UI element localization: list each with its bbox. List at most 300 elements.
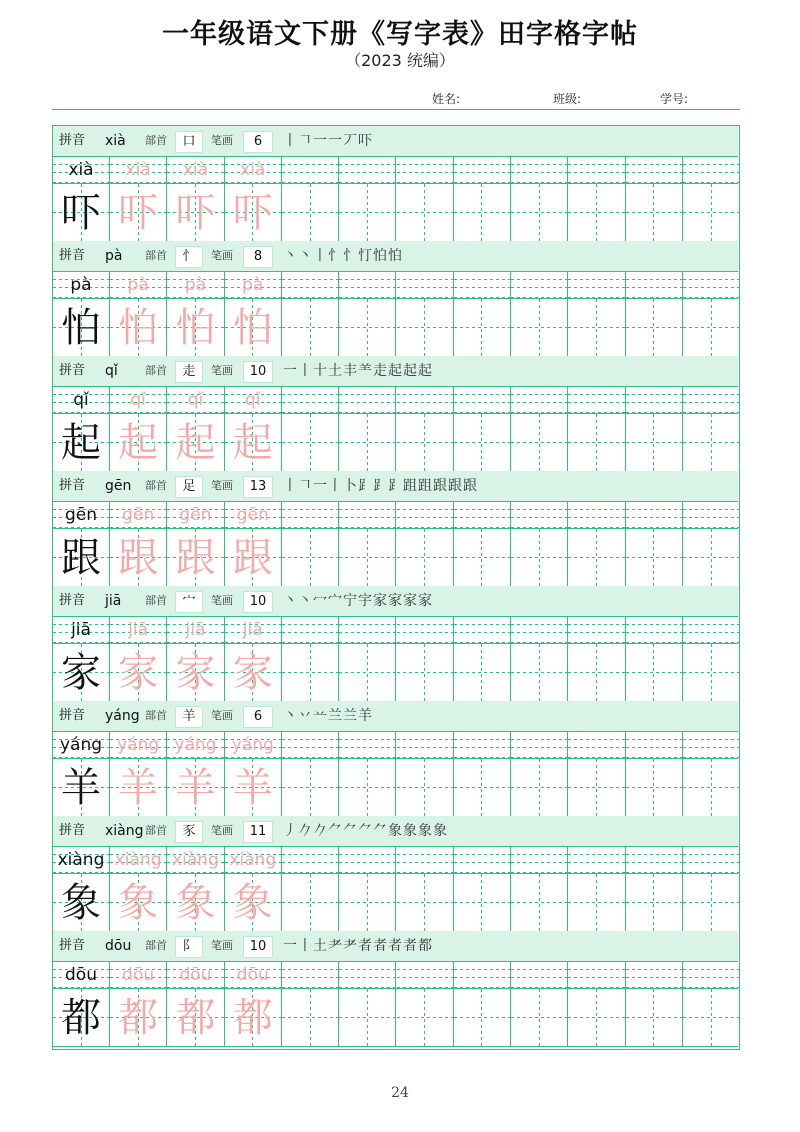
pinyin-writing-cell[interactable] bbox=[167, 271, 224, 298]
tianzige-cell[interactable] bbox=[626, 989, 683, 1046]
pinyin-writing-cell[interactable] bbox=[511, 616, 568, 643]
stroke-order-step: 跟 bbox=[463, 478, 478, 494]
pinyin-writing-cell[interactable] bbox=[167, 386, 224, 413]
tianzige-cell[interactable] bbox=[282, 299, 339, 356]
pinyin-trace: jiā bbox=[128, 619, 149, 640]
tianzige-cell[interactable] bbox=[683, 644, 740, 701]
stroke-order-step: 丨 bbox=[283, 478, 298, 494]
tianzige-cell[interactable] bbox=[225, 644, 282, 701]
tianzige-cell[interactable] bbox=[110, 874, 167, 931]
tianzige-cell[interactable] bbox=[454, 299, 511, 356]
stroke-order-step: 跙 bbox=[418, 478, 433, 494]
character-header bbox=[53, 126, 738, 157]
stroke-order-step: ⻊ bbox=[373, 478, 388, 494]
pinyin-writing-cell[interactable] bbox=[683, 846, 740, 873]
tianzige-cell[interactable] bbox=[568, 414, 625, 471]
stroke-order-step: 走 bbox=[373, 363, 388, 379]
tianzige-cell[interactable] bbox=[167, 989, 224, 1046]
tianzige-cell[interactable] bbox=[225, 184, 282, 241]
tianzige-cell[interactable] bbox=[568, 644, 625, 701]
character-cell-example bbox=[53, 989, 110, 1046]
tianzige-cell[interactable] bbox=[282, 874, 339, 931]
pinyin-label: 拼音 bbox=[59, 133, 86, 148]
stroke-order bbox=[283, 816, 448, 846]
pinyin-trace: pà bbox=[184, 274, 207, 295]
pinyin-writing-cell[interactable] bbox=[225, 731, 282, 758]
stroke-order-step: 丨 bbox=[313, 248, 328, 264]
tianzige-cell[interactable] bbox=[167, 184, 224, 241]
pinyin-writing-cell[interactable] bbox=[110, 961, 167, 988]
pinyin-writing-cell[interactable] bbox=[397, 616, 454, 643]
pinyin-label: 拼音 bbox=[59, 823, 86, 838]
pinyin-writing-cell[interactable] bbox=[167, 846, 224, 873]
pinyin-writing-cell[interactable] bbox=[110, 271, 167, 298]
stroke-order-step: 吓 bbox=[358, 133, 373, 149]
tianzige-cell[interactable] bbox=[282, 989, 339, 1046]
pinyin-row bbox=[53, 271, 738, 298]
tianzige-cell[interactable] bbox=[511, 644, 568, 701]
pinyin-writing-cell[interactable] bbox=[683, 501, 740, 528]
stroke-count-label: 笔画 bbox=[211, 709, 233, 722]
tianzige-cell[interactable] bbox=[397, 184, 454, 241]
tianzige-cell[interactable] bbox=[110, 989, 167, 1046]
tianzige-cell[interactable] bbox=[626, 529, 683, 586]
stroke-count-label: 笔画 bbox=[211, 134, 233, 147]
tianzige-cell[interactable] bbox=[110, 299, 167, 356]
pinyin-row bbox=[53, 846, 738, 873]
stroke-order-step: 象 bbox=[403, 823, 418, 839]
pinyin-text: yáng bbox=[59, 734, 103, 755]
pinyin-writing-cell[interactable] bbox=[339, 386, 396, 413]
tianzige-cell[interactable] bbox=[511, 299, 568, 356]
tianzige-cell[interactable] bbox=[397, 299, 454, 356]
character-trace: 都 bbox=[232, 994, 273, 1041]
pinyin-writing-cell[interactable] bbox=[167, 501, 224, 528]
pinyin-writing-cell[interactable] bbox=[282, 501, 339, 528]
tianzige-cell[interactable] bbox=[454, 529, 511, 586]
character-row bbox=[53, 528, 738, 587]
character-row bbox=[53, 183, 738, 242]
tianzige-cell[interactable] bbox=[683, 759, 740, 816]
tianzige-cell[interactable] bbox=[225, 414, 282, 471]
character-text: 家 bbox=[61, 649, 101, 696]
tianzige-cell[interactable] bbox=[454, 644, 511, 701]
pinyin-trace: yáng bbox=[231, 734, 274, 755]
character-row bbox=[53, 298, 738, 357]
tianzige-cell[interactable] bbox=[167, 874, 224, 931]
pinyin-writing-cell[interactable] bbox=[110, 616, 167, 643]
pinyin-writing-cell[interactable] bbox=[225, 386, 282, 413]
pinyin-writing-cell[interactable] bbox=[339, 731, 396, 758]
stroke-order-step: 象 bbox=[433, 823, 448, 839]
stroke-order-step: 丶 bbox=[283, 248, 298, 264]
tianzige-cell[interactable] bbox=[568, 184, 625, 241]
pinyin-trace: xià bbox=[240, 159, 266, 180]
pinyin-trace: xià bbox=[125, 159, 151, 180]
stroke-order-step: 丨 bbox=[328, 478, 343, 494]
pinyin-writing-cell[interactable] bbox=[110, 156, 167, 183]
tianzige-cell[interactable] bbox=[282, 414, 339, 471]
character-trace: 起 bbox=[118, 419, 159, 466]
pinyin-text: qǐ bbox=[73, 389, 89, 410]
tianzige-cell[interactable] bbox=[626, 644, 683, 701]
character-block bbox=[53, 931, 738, 1046]
pinyin-writing-cell[interactable] bbox=[225, 961, 282, 988]
pinyin-writing-cell[interactable] bbox=[511, 386, 568, 413]
stroke-order-step: 土 bbox=[328, 363, 343, 379]
pinyin-trace: xiàng bbox=[229, 849, 277, 870]
pinyin-text: gēn bbox=[64, 504, 98, 525]
tianzige-cell[interactable] bbox=[167, 299, 224, 356]
pinyin-writing-cell[interactable] bbox=[626, 271, 683, 298]
pinyin-cell-example bbox=[53, 386, 110, 413]
tianzige-cell[interactable] bbox=[683, 529, 740, 586]
tianzige-cell[interactable] bbox=[282, 759, 339, 816]
character-trace: 羊 bbox=[232, 764, 273, 811]
pinyin-writing-cell[interactable] bbox=[282, 961, 339, 988]
pinyin-trace: yáng bbox=[117, 734, 160, 755]
header-pinyin: xiàng bbox=[105, 823, 144, 839]
stroke-order-step: 家 bbox=[388, 593, 403, 609]
tianzige-cell[interactable] bbox=[568, 989, 625, 1046]
pinyin-trace: qǐ bbox=[187, 389, 204, 410]
character-block bbox=[53, 816, 738, 931]
pinyin-writing-cell[interactable] bbox=[397, 961, 454, 988]
pinyin-writing-cell[interactable] bbox=[397, 386, 454, 413]
pinyin-writing-cell[interactable] bbox=[167, 961, 224, 988]
pinyin-writing-cell[interactable] bbox=[568, 616, 625, 643]
stroke-order-step: 丨 bbox=[283, 133, 298, 149]
tianzige-cell[interactable] bbox=[167, 759, 224, 816]
pinyin-writing-cell[interactable] bbox=[454, 271, 511, 298]
stroke-order bbox=[283, 471, 478, 501]
pinyin-writing-cell[interactable] bbox=[626, 156, 683, 183]
tianzige-cell[interactable] bbox=[626, 759, 683, 816]
pinyin-writing-cell[interactable] bbox=[454, 501, 511, 528]
pinyin-writing-cell[interactable] bbox=[225, 271, 282, 298]
tianzige-cell[interactable] bbox=[454, 989, 511, 1046]
pinyin-writing-cell[interactable] bbox=[511, 271, 568, 298]
tianzige-cell[interactable] bbox=[282, 529, 339, 586]
pinyin-writing-cell[interactable] bbox=[454, 156, 511, 183]
pinyin-writing-cell[interactable] bbox=[397, 501, 454, 528]
stroke-order-step: 忊 bbox=[358, 248, 373, 264]
pinyin-writing-cell[interactable] bbox=[339, 271, 396, 298]
radical-value: 口 bbox=[175, 131, 203, 153]
pinyin-writing-cell[interactable] bbox=[225, 156, 282, 183]
header-pinyin: gēn bbox=[105, 478, 132, 494]
pinyin-writing-cell[interactable] bbox=[683, 731, 740, 758]
character-text: 跟 bbox=[61, 534, 101, 581]
pinyin-writing-cell[interactable] bbox=[568, 846, 625, 873]
stroke-order-step: 一 bbox=[283, 938, 298, 954]
tianzige-cell[interactable] bbox=[110, 414, 167, 471]
pinyin-writing-cell[interactable] bbox=[282, 731, 339, 758]
stroke-order-step: 一 bbox=[283, 363, 298, 379]
pinyin-writing-cell[interactable] bbox=[282, 271, 339, 298]
tianzige-cell[interactable] bbox=[225, 529, 282, 586]
character-cell-example bbox=[53, 644, 110, 701]
character-trace: 起 bbox=[232, 419, 273, 466]
tianzige-cell[interactable] bbox=[568, 874, 625, 931]
tianzige-cell[interactable] bbox=[626, 414, 683, 471]
stroke-order-step: 丿 bbox=[283, 823, 298, 839]
tianzige-cell[interactable] bbox=[626, 299, 683, 356]
character-cell-example bbox=[53, 529, 110, 586]
pinyin-writing-cell[interactable] bbox=[339, 501, 396, 528]
class-label: 班级: bbox=[553, 92, 582, 106]
tianzige-cell[interactable] bbox=[511, 529, 568, 586]
pinyin-writing-cell[interactable] bbox=[454, 846, 511, 873]
pinyin-cell-example bbox=[53, 501, 110, 528]
tianzige-cell[interactable] bbox=[167, 529, 224, 586]
character-trace: 跟 bbox=[232, 534, 273, 581]
header-pinyin: qǐ bbox=[105, 363, 118, 379]
pinyin-writing-cell[interactable] bbox=[339, 846, 396, 873]
stroke-count-value: 8 bbox=[243, 246, 273, 268]
pinyin-writing-cell[interactable] bbox=[167, 731, 224, 758]
character-cell-example bbox=[53, 299, 110, 356]
radical-value: 宀 bbox=[175, 591, 203, 613]
character-text: 吓 bbox=[61, 189, 101, 236]
character-header bbox=[53, 356, 738, 387]
pinyin-writing-cell[interactable] bbox=[397, 271, 454, 298]
pinyin-writing-cell[interactable] bbox=[568, 271, 625, 298]
stroke-order-step: 丶 bbox=[283, 593, 298, 609]
tianzige-cell[interactable] bbox=[339, 529, 396, 586]
pinyin-writing-cell[interactable] bbox=[626, 616, 683, 643]
pinyin-writing-cell[interactable] bbox=[397, 731, 454, 758]
pinyin-writing-cell[interactable] bbox=[110, 386, 167, 413]
pinyin-writing-cell[interactable] bbox=[454, 616, 511, 643]
pinyin-writing-cell[interactable] bbox=[339, 156, 396, 183]
tianzige-cell[interactable] bbox=[282, 184, 339, 241]
pinyin-writing-cell[interactable] bbox=[110, 846, 167, 873]
tianzige-cell[interactable] bbox=[683, 874, 740, 931]
practice-grid bbox=[52, 125, 740, 1050]
pinyin-writing-cell[interactable] bbox=[568, 386, 625, 413]
stroke-order-step: 象 bbox=[418, 823, 433, 839]
tianzige-cell[interactable] bbox=[397, 874, 454, 931]
tianzige-cell[interactable] bbox=[683, 414, 740, 471]
stroke-order-step: 丆 bbox=[343, 133, 358, 149]
pinyin-writing-cell[interactable] bbox=[225, 616, 282, 643]
radical-value: 走 bbox=[175, 361, 203, 383]
name-label: 姓名: bbox=[432, 92, 461, 106]
pinyin-writing-cell[interactable] bbox=[568, 501, 625, 528]
tianzige-cell[interactable] bbox=[683, 299, 740, 356]
pinyin-writing-cell[interactable] bbox=[339, 616, 396, 643]
radical-value: 豕 bbox=[175, 821, 203, 843]
stroke-order-step: ⺈ bbox=[328, 823, 343, 839]
tianzige-cell[interactable] bbox=[167, 644, 224, 701]
tianzige-cell[interactable] bbox=[511, 874, 568, 931]
tianzige-cell[interactable] bbox=[282, 644, 339, 701]
pinyin-writing-cell[interactable] bbox=[683, 271, 740, 298]
tianzige-cell[interactable] bbox=[339, 874, 396, 931]
tianzige-cell[interactable] bbox=[110, 759, 167, 816]
tianzige-cell[interactable] bbox=[397, 644, 454, 701]
radical-label: 部首 bbox=[145, 594, 167, 607]
tianzige-cell[interactable] bbox=[568, 759, 625, 816]
pinyin-trace: pà bbox=[242, 274, 264, 295]
tianzige-cell[interactable] bbox=[511, 989, 568, 1046]
tianzige-cell[interactable] bbox=[339, 299, 396, 356]
tianzige-cell[interactable] bbox=[110, 529, 167, 586]
pinyin-trace: dōu bbox=[122, 964, 155, 985]
character-trace: 吓 bbox=[232, 189, 273, 236]
character-trace: 象 bbox=[232, 879, 273, 926]
pinyin-writing-cell[interactable] bbox=[110, 731, 167, 758]
stroke-order-step: 宀 bbox=[328, 593, 343, 609]
character-trace: 都 bbox=[175, 994, 216, 1041]
pinyin-writing-cell[interactable] bbox=[282, 846, 339, 873]
pinyin-writing-cell[interactable] bbox=[339, 961, 396, 988]
stroke-order-step: 𠃍 bbox=[298, 133, 313, 149]
pinyin-label: 拼音 bbox=[59, 938, 86, 953]
stroke-order-step: 起 bbox=[388, 363, 403, 379]
tianzige-cell[interactable] bbox=[397, 414, 454, 471]
pinyin-writing-cell[interactable] bbox=[626, 501, 683, 528]
character-block bbox=[53, 701, 738, 816]
tianzige-cell[interactable] bbox=[397, 759, 454, 816]
pinyin-writing-cell[interactable] bbox=[454, 731, 511, 758]
tianzige-cell[interactable] bbox=[225, 759, 282, 816]
radical-value: 足 bbox=[175, 476, 203, 498]
stroke-order-step: 冖 bbox=[313, 593, 328, 609]
pinyin-writing-cell[interactable] bbox=[225, 501, 282, 528]
pinyin-writing-cell[interactable] bbox=[511, 961, 568, 988]
pinyin-cell-example bbox=[53, 961, 110, 988]
pinyin-writing-cell[interactable] bbox=[626, 386, 683, 413]
tianzige-cell[interactable] bbox=[339, 414, 396, 471]
pinyin-writing-cell[interactable] bbox=[511, 156, 568, 183]
pinyin-writing-cell[interactable] bbox=[683, 616, 740, 643]
character-row bbox=[53, 643, 738, 702]
tianzige-cell[interactable] bbox=[339, 989, 396, 1046]
stroke-order-step: 十 bbox=[313, 363, 328, 379]
stroke-order-step: 家 bbox=[418, 593, 433, 609]
character-trace: 家 bbox=[118, 649, 159, 696]
character-trace: 起 bbox=[175, 419, 216, 466]
character-trace: 家 bbox=[175, 649, 216, 696]
header-pinyin: yáng bbox=[105, 708, 140, 724]
stroke-count-value: 10 bbox=[243, 936, 273, 958]
header-pinyin: pà bbox=[105, 248, 123, 264]
stroke-order-step: 者 bbox=[388, 938, 403, 954]
tianzige-cell[interactable] bbox=[339, 759, 396, 816]
tianzige-cell[interactable] bbox=[225, 874, 282, 931]
pinyin-writing-cell[interactable] bbox=[568, 731, 625, 758]
tianzige-cell[interactable] bbox=[568, 299, 625, 356]
stroke-order-step: 象 bbox=[388, 823, 403, 839]
tianzige-cell[interactable] bbox=[511, 414, 568, 471]
stroke-order bbox=[283, 126, 373, 156]
pinyin-writing-cell[interactable] bbox=[282, 386, 339, 413]
tianzige-cell[interactable] bbox=[167, 414, 224, 471]
tianzige-cell[interactable] bbox=[626, 874, 683, 931]
stroke-order bbox=[283, 356, 433, 386]
pinyin-writing-cell[interactable] bbox=[511, 731, 568, 758]
pinyin-writing-cell[interactable] bbox=[167, 156, 224, 183]
radical-label: 部首 bbox=[145, 479, 167, 492]
pinyin-writing-cell[interactable] bbox=[626, 846, 683, 873]
tianzige-cell[interactable] bbox=[339, 184, 396, 241]
stroke-order-step: 起 bbox=[418, 363, 433, 379]
stroke-order-step: 忄 bbox=[328, 248, 343, 264]
stroke-order-step: 宇 bbox=[358, 593, 373, 609]
pinyin-writing-cell[interactable] bbox=[626, 731, 683, 758]
tianzige-cell[interactable] bbox=[683, 184, 740, 241]
stroke-order-step: 跙 bbox=[403, 478, 418, 494]
pinyin-trace: dōu bbox=[179, 964, 212, 985]
pinyin-writing-cell[interactable] bbox=[626, 961, 683, 988]
pinyin-writing-cell[interactable] bbox=[454, 386, 511, 413]
tianzige-cell[interactable] bbox=[339, 644, 396, 701]
pinyin-trace: qǐ bbox=[130, 389, 146, 410]
tianzige-cell[interactable] bbox=[626, 184, 683, 241]
tianzige-cell[interactable] bbox=[397, 529, 454, 586]
tianzige-cell[interactable] bbox=[110, 184, 167, 241]
pinyin-writing-cell[interactable] bbox=[397, 846, 454, 873]
stroke-order-step: 耂 bbox=[343, 938, 358, 954]
tianzige-cell[interactable] bbox=[683, 989, 740, 1046]
stroke-count-label: 笔画 bbox=[211, 479, 233, 492]
pinyin-writing-cell[interactable] bbox=[683, 156, 740, 183]
pinyin-writing-cell[interactable] bbox=[511, 846, 568, 873]
pinyin-cell-example bbox=[53, 846, 110, 873]
pinyin-writing-cell[interactable] bbox=[568, 156, 625, 183]
stroke-order-step: 丨 bbox=[298, 363, 313, 379]
stroke-count-value: 10 bbox=[243, 591, 273, 613]
stroke-order-step: 一 bbox=[328, 133, 343, 149]
pinyin-writing-cell[interactable] bbox=[282, 156, 339, 183]
tianzige-cell[interactable] bbox=[568, 529, 625, 586]
pinyin-writing-cell[interactable] bbox=[225, 846, 282, 873]
tianzige-cell[interactable] bbox=[110, 644, 167, 701]
pinyin-writing-cell[interactable] bbox=[683, 961, 740, 988]
tianzige-cell[interactable] bbox=[511, 184, 568, 241]
character-cell-example bbox=[53, 414, 110, 471]
tianzige-cell[interactable] bbox=[225, 989, 282, 1046]
pinyin-writing-cell[interactable] bbox=[282, 616, 339, 643]
tianzige-cell[interactable] bbox=[454, 184, 511, 241]
tianzige-cell[interactable] bbox=[454, 414, 511, 471]
stroke-order-step: 丰 bbox=[343, 363, 358, 379]
tianzige-cell[interactable] bbox=[454, 759, 511, 816]
radical-label: 部首 bbox=[145, 364, 167, 377]
pinyin-cell-example bbox=[53, 156, 110, 183]
pinyin-writing-cell[interactable] bbox=[454, 961, 511, 988]
tianzige-cell[interactable] bbox=[225, 299, 282, 356]
pinyin-writing-cell[interactable] bbox=[110, 501, 167, 528]
stroke-count-value: 13 bbox=[243, 476, 273, 498]
pinyin-writing-cell[interactable] bbox=[167, 616, 224, 643]
pinyin-trace: pà bbox=[127, 274, 149, 295]
tianzige-cell[interactable] bbox=[454, 874, 511, 931]
pinyin-writing-cell[interactable] bbox=[397, 156, 454, 183]
pinyin-writing-cell[interactable] bbox=[511, 501, 568, 528]
pinyin-text: xiàng bbox=[57, 849, 105, 870]
header-pinyin: dōu bbox=[105, 938, 132, 954]
tianzige-cell[interactable] bbox=[511, 759, 568, 816]
pinyin-row bbox=[53, 731, 738, 758]
pinyin-writing-cell[interactable] bbox=[683, 386, 740, 413]
radical-value: 羊 bbox=[175, 706, 203, 728]
stroke-order-step: 丷 bbox=[298, 708, 313, 724]
pinyin-writing-cell[interactable] bbox=[568, 961, 625, 988]
tianzige-cell[interactable] bbox=[397, 989, 454, 1046]
